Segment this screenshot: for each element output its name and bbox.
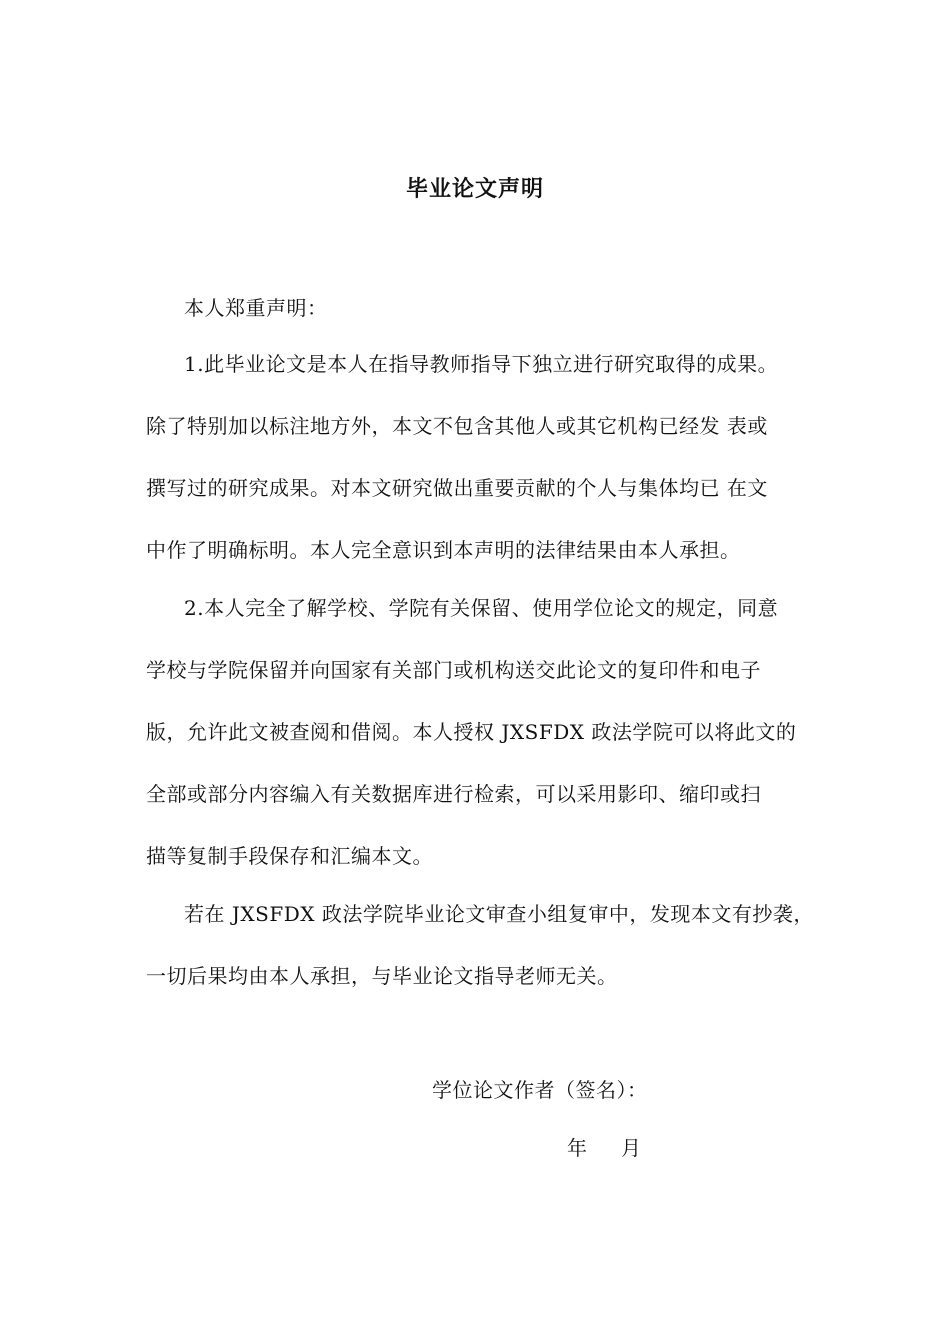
author-signature-label: 学位论文作者（签名）：: [432, 1078, 648, 1102]
opening-line: 本人郑重声明：: [184, 296, 328, 320]
paragraph-line: 撰写过的研究成果。对本文研究做出重要贡献的个人与集体均已 在文: [146, 476, 768, 500]
month-label: 月: [621, 1136, 641, 1160]
paragraph-line: 学校与学院保留并向国家有关部门或机构送交此论文的复印件和电子: [146, 658, 761, 682]
paragraph-line: 中作了明确标明。本人完全意识到本声明的法律结果由本人承担。: [146, 538, 741, 562]
paragraph-line: 全部或部分内容编入有关数据库进行检索，可以采用影印、缩印或扫: [146, 782, 761, 806]
date-line: [567, 1132, 641, 1164]
year-label: 年: [567, 1136, 587, 1160]
paragraph-line: 若在 JXSFDX 政法学院毕业论文审查小组复审中，发现本文有抄袭，: [184, 902, 814, 926]
paragraph-line: 1.此毕业论文是本人在指导教师指导下独立进行研究取得的成果。: [184, 352, 779, 376]
paragraph-line: 2.本人完全了解学校、学院有关保留、使用学位论文的规定，同意: [184, 596, 779, 620]
page-title: 毕业论文声明: [405, 177, 544, 202]
paragraph-line: 一切后果均由本人承担，与毕业论文指导老师无关。: [146, 964, 618, 988]
paragraph-line: 描等复制手段保存和汇编本文。: [146, 844, 433, 868]
paragraph-line: 版，允许此文被查阅和借阅。本人授权 JXSFDX 政法学院可以将此文的: [146, 720, 797, 744]
paragraph-line: 除了特别加以标注地方外，本文不包含其他人或其它机构已经发 表或: [146, 414, 768, 438]
